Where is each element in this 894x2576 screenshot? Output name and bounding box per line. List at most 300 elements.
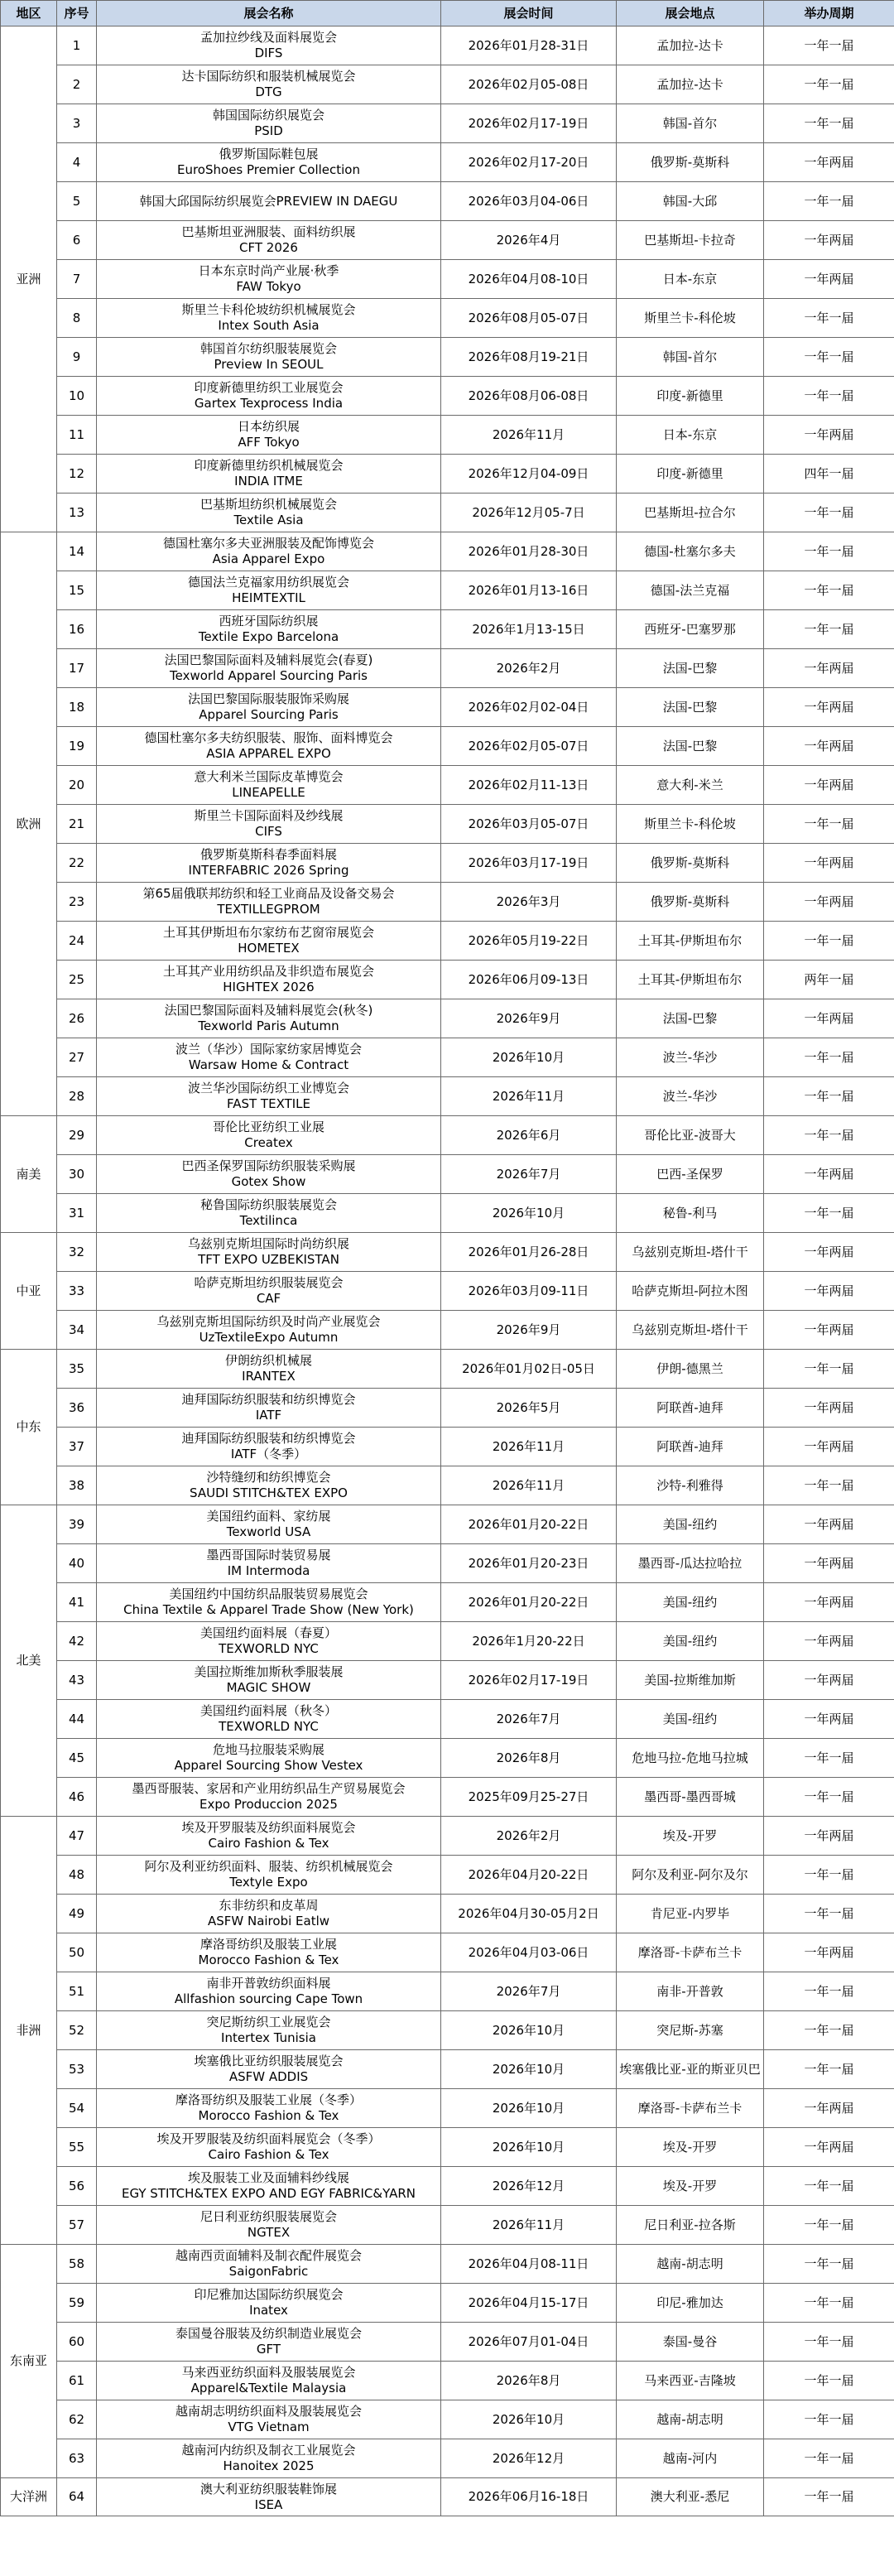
exhibition-cycle: 一年两届 [764,221,894,260]
exhibition-time: 2026年01月13-16日 [441,571,617,610]
exhibition-name-cn: 意大利米兰国际皮革博览会 [194,769,344,784]
exhibition-place: 泰国-曼谷 [617,2323,764,2362]
exhibition-name-cn: 孟加拉纱线及面料展览会 [199,30,337,45]
table-row [1,1622,894,1661]
exhibition-cycle: 一年一届 [764,610,894,649]
exhibition-name-cn: 波兰华沙国际纺织工业博览会 [187,1081,349,1095]
table-row [1,2245,894,2284]
exhibition-place: 危地马拉-危地马拉城 [617,1739,764,1778]
exhibition-time: 2026年11月 [441,1428,617,1466]
exhibition-cycle: 一年两届 [764,143,894,182]
exhibition-cycle: 一年两届 [764,1933,894,1972]
exhibition-cycle: 一年两届 [764,2128,894,2167]
exhibition-cycle: 一年一届 [764,1895,894,1933]
exhibition-name-en: Textile Asia [233,513,304,527]
exhibition-place: 土耳其-伊斯坦布尔 [617,961,764,999]
exhibition-name-en: Textilinca [239,1213,298,1228]
exhibition-place: 阿尔及利亚-阿尔及尔 [617,1856,764,1895]
exhibition-place: 巴基斯坦-拉合尔 [617,494,764,532]
row-number: 49 [57,1895,97,1933]
table-row [1,1544,894,1583]
exhibition-place: 土耳其-伊斯坦布尔 [617,922,764,961]
exhibition-place: 越南-河内 [617,2439,764,2478]
exhibition-name [97,65,441,104]
exhibition-name [97,2400,441,2439]
exhibition-name-cn: 美国纽约中国纺织品服装贸易展览会 [169,1587,368,1601]
exhibition-name-en: NGTEX [247,2225,291,2240]
exhibition-time: 2026年12月 [441,2439,617,2478]
exhibition-name-cn: 东非纺织和皮革周 [219,1898,319,1913]
exhibition-name-en: Allfashion sourcing Cape Town [174,1991,363,2006]
exhibition-name-en: Morocco Fashion & Tex [198,1952,339,1967]
exhibition-cycle: 一年两届 [764,727,894,766]
exhibition-cycle: 一年两届 [764,1700,894,1739]
table-row [1,455,894,494]
exhibition-time: 2026年01月28-31日 [441,26,617,65]
exhibition-time: 2026年9月 [441,1311,617,1350]
exhibition-name-cn: 摩洛哥纺织及服装工业展 [199,1937,337,1952]
exhibition-name-en: TEXTILLEGPROM [217,902,320,917]
exhibition-name [97,2050,441,2089]
exhibition-time: 2026年03月04-06日 [441,182,617,221]
exhibition-name-cn: 德国法兰克福家用纺织展览会 [187,575,349,590]
row-number: 61 [57,2362,97,2400]
exhibition-name [97,1700,441,1739]
exhibition-name-en: Hanoitex 2025 [223,2458,315,2473]
row-number: 27 [57,1038,97,1077]
exhibition-time: 2026年04月15-17日 [441,2284,617,2323]
table-row [1,299,894,338]
table-row [1,2128,894,2167]
exhibition-name-en: Apparel&Textile Malaysia [190,2381,347,2395]
exhibition-cycle: 一年一届 [764,2478,894,2516]
row-number: 25 [57,961,97,999]
exhibition-name-en: Cairo Fashion & Tex [208,2147,329,2162]
exhibition-name [97,26,441,65]
exhibition-name [97,1233,441,1272]
exhibition-place: 法国-巴黎 [617,727,764,766]
table-row [1,2050,894,2089]
exhibition-name-cn: 斯里兰卡科伦坡纺织机械展览会 [181,302,356,317]
row-number: 11 [57,416,97,455]
exhibition-name [97,649,441,688]
exhibition-time: 2026年08月19-21日 [441,338,617,377]
exhibition-name-en: IM Intermoda [227,1563,310,1578]
row-number: 2 [57,65,97,104]
exhibition-place: 美国-纽约 [617,1583,764,1622]
exhibition-name-en: CAF [256,1291,281,1306]
exhibition-time: 2026年2月 [441,1817,617,1856]
table-row [1,610,894,649]
row-number: 20 [57,766,97,805]
exhibition-name-cn: 埃塞俄比亚纺织服装展览会 [194,2054,344,2068]
exhibition-cycle: 一年一届 [764,1116,894,1155]
exhibition-place: 埃及-开罗 [617,2167,764,2206]
row-number: 57 [57,2206,97,2245]
exhibition-cycle: 一年一届 [764,2167,894,2206]
exhibition-place: 美国-纽约 [617,1622,764,1661]
exhibition-name [97,2128,441,2167]
exhibition-place: 韩国-大邱 [617,182,764,221]
exhibition-cycle: 一年两届 [764,416,894,455]
exhibition-name [97,2362,441,2400]
exhibition-name-cn: 法国巴黎国际面料及辅料展览会(秋冬) [164,1003,373,1018]
exhibition-name-en: Createx [244,1135,293,1150]
exhibition-name-cn: 埃及服装工业及面辅料纱线展 [187,2170,349,2185]
exhibition-name-cn: 巴基斯坦纺织机械展览会 [199,497,337,512]
exhibition-name [97,2478,441,2516]
row-number: 23 [57,883,97,922]
exhibition-name [97,883,441,922]
exhibition-name-cn: 巴西圣保罗国际纺织服装采购展 [181,1158,356,1173]
row-number: 58 [57,2245,97,2284]
exhibition-time: 2026年03月17-19日 [441,844,617,883]
exhibition-cycle: 一年一届 [764,377,894,416]
exhibition-name [97,1583,441,1622]
exhibition-name [97,1350,441,1389]
exhibition-place: 俄罗斯-莫斯科 [617,883,764,922]
exhibition-name-cn: 法国巴黎国际服装服饰采购展 [187,691,349,706]
exhibition-name-cn: 达卡国际纺织和服装机械展览会 [181,69,356,84]
exhibition-cycle: 一年两届 [764,1661,894,1700]
exhibition-place: 德国-杜塞尔多夫 [617,532,764,571]
exhibition-place: 巴西-圣保罗 [617,1155,764,1194]
exhibition-name-cn: 美国纽约面料展（春夏） [199,1625,337,1640]
table-row [1,1194,894,1233]
exhibition-name-en: SaigonFabric [228,2264,309,2279]
exhibition-time: 2026年04月30-05月2日 [441,1895,617,1933]
region-cell: 中东 [1,1350,57,1505]
exhibition-cycle: 四年一届 [764,455,894,494]
exhibition-name-cn: 阿尔及利亚纺织面料、服装、纺织机械展览会 [144,1859,393,1874]
exhibition-place: 乌兹别克斯坦-塔什干 [617,1233,764,1272]
exhibition-name-cn: 越南胡志明纺织面料及服装展览会 [175,2404,362,2419]
region-cell: 亚洲 [1,26,57,532]
exhibition-place: 韩国-首尔 [617,104,764,143]
exhibition-time: 2026年1月13-15日 [441,610,617,649]
exhibition-place: 马来西亚-吉隆坡 [617,2362,764,2400]
exhibition-time: 2026年5月 [441,1389,617,1428]
row-number: 21 [57,805,97,844]
row-number: 36 [57,1389,97,1428]
exhibition-name [97,260,441,299]
row-number: 19 [57,727,97,766]
exhibition-time: 2026年2月 [441,649,617,688]
exhibition-time: 2026年01月28-30日 [441,532,617,571]
row-number: 53 [57,2050,97,2089]
table-row [1,2011,894,2050]
exhibition-name-cn: 越南河内纺织及制衣工业展览会 [181,2443,356,2458]
exhibition-place: 俄罗斯-莫斯科 [617,143,764,182]
exhibition-name-en: HIGHTEX 2026 [223,980,315,994]
exhibition-time: 2026年9月 [441,999,617,1038]
exhibition-name [97,999,441,1038]
exhibition-cycle: 一年一届 [764,299,894,338]
exhibition-time: 2026年10月 [441,2089,617,2128]
table-row [1,416,894,455]
table-row [1,2478,894,2516]
table-row [1,1700,894,1739]
exhibition-time: 2026年06月09-13日 [441,961,617,999]
table-row [1,260,894,299]
row-number: 59 [57,2284,97,2323]
exhibition-name [97,1194,441,1233]
row-number: 51 [57,1972,97,2011]
table-row [1,1661,894,1700]
exhibition-place: 孟加拉-达卡 [617,65,764,104]
exhibition-name [97,1038,441,1077]
table-row [1,2400,894,2439]
table-row [1,26,894,65]
exhibition-place: 波兰-华沙 [617,1038,764,1077]
row-number: 16 [57,610,97,649]
exhibition-time: 2026年10月 [441,2011,617,2050]
exhibition-name [97,688,441,727]
exhibition-name-en: UzTextileExpo Autumn [199,1330,339,1345]
table-row [1,1856,894,1895]
table-row [1,65,894,104]
region-cell: 南美 [1,1116,57,1233]
exhibition-place: 墨西哥-瓜达拉哈拉 [617,1544,764,1583]
exhibition-name [97,2206,441,2245]
header-time: 展会时间 [441,1,617,26]
exhibition-time: 2026年01月20-22日 [441,1583,617,1622]
table-row [1,1311,894,1350]
exhibition-cycle: 一年一届 [764,2284,894,2323]
exhibition-cycle: 一年一届 [764,1778,894,1817]
exhibition-time: 2026年08月06-08日 [441,377,617,416]
exhibition-cycle: 一年一届 [764,2439,894,2478]
exhibition-time: 2026年12月04-09日 [441,455,617,494]
table-row [1,2167,894,2206]
exhibition-name-cn: 迪拜国际纺织服装和纺织博览会 [181,1431,356,1446]
exhibition-cycle: 一年两届 [764,883,894,922]
exhibition-time: 2026年1月20-22日 [441,1622,617,1661]
exhibition-name-en: Texworld USA [226,1524,311,1539]
table-row [1,338,894,377]
row-number: 18 [57,688,97,727]
table-row [1,766,894,805]
exhibition-name-en: IATF（冬季） [230,1447,307,1461]
exhibition-name [97,961,441,999]
row-number: 3 [57,104,97,143]
exhibition-cycle: 一年一届 [764,1194,894,1233]
row-number: 30 [57,1155,97,1194]
exhibition-time: 2026年06月16-18日 [441,2478,617,2516]
row-number: 56 [57,2167,97,2206]
exhibition-name-en: Inatex [249,2303,288,2318]
exhibition-place: 哥伦比亚-波哥大 [617,1116,764,1155]
exhibition-cycle: 一年两届 [764,260,894,299]
exhibition-name-en: TFT EXPO UZBEKISTAN [198,1252,339,1267]
exhibition-cycle: 一年一届 [764,2362,894,2400]
exhibition-name-cn: 印尼雅加达国际纺织展览会 [194,2287,344,2302]
header-place: 展会地点 [617,1,764,26]
exhibition-place: 韩国-首尔 [617,338,764,377]
exhibition-cycle: 一年两届 [764,766,894,805]
exhibition-name-cn: 美国纽约面料、家纺展 [206,1509,331,1524]
exhibition-name-cn: 伊朗纺织机械展 [224,1353,312,1368]
row-number: 31 [57,1194,97,1233]
exhibition-name [97,494,441,532]
exhibition-name-en: Textyle Expo [229,1875,308,1890]
exhibition-place: 巴基斯坦-卡拉奇 [617,221,764,260]
exhibition-time: 2026年11月 [441,1466,617,1505]
exhibition-name-en: SAUDI STITCH&TEX EXPO [190,1485,348,1500]
table-row [1,1077,894,1116]
exhibition-name-cn: 土耳其伊斯坦布尔家纺布艺窗帘展览会 [162,925,374,940]
exhibition-name-cn: 土耳其产业用纺织品及非织造布展览会 [162,964,374,979]
exhibition-place: 日本-东京 [617,416,764,455]
exhibition-place: 乌兹别克斯坦-塔什干 [617,1311,764,1350]
exhibition-place: 美国-纽约 [617,1505,764,1544]
exhibition-name [97,143,441,182]
region-cell: 非洲 [1,1817,57,2245]
table-row [1,649,894,688]
row-number: 54 [57,2089,97,2128]
exhibition-name-en: Asia Apparel Expo [212,551,325,566]
table-row [1,1233,894,1272]
exhibition-name-cn: 埃及开罗服装及纺织面料展览会（冬季） [156,2131,381,2146]
exhibition-time: 2026年08月05-07日 [441,299,617,338]
exhibition-place: 埃及-开罗 [617,2128,764,2167]
exhibition-name-en: Warsaw Home & Contract [188,1057,349,1072]
exhibition-time: 2026年02月17-20日 [441,143,617,182]
header-number: 序号 [57,1,97,26]
exhibition-name-en: CFT 2026 [239,240,298,255]
exhibition-name-en: TEXWORLD NYC [219,1641,319,1656]
exhibition-cycle: 一年一届 [764,805,894,844]
exhibition-name [97,805,441,844]
exhibition-name-en: Intex South Asia [218,318,320,333]
exhibition-time: 2026年11月 [441,1077,617,1116]
row-number: 12 [57,455,97,494]
exhibition-time: 2026年7月 [441,1972,617,2011]
exhibition-name-en: Textile Expo Barcelona [198,629,339,644]
exhibition-name-en: Expo Produccion 2025 [199,1797,338,1812]
exhibition-cycle: 一年一届 [764,182,894,221]
exhibition-time: 2026年01月20-23日 [441,1544,617,1583]
exhibition-name [97,1933,441,1972]
table-row [1,182,894,221]
exhibition-time: 2026年02月17-19日 [441,1661,617,1700]
exhibition-name [97,2284,441,2323]
exhibition-name-cn: 摩洛哥纺织及服装工业展（冬季） [175,2092,362,2107]
table-row [1,1739,894,1778]
exhibition-name [97,338,441,377]
exhibition-time: 2026年02月02-04日 [441,688,617,727]
table-row [1,727,894,766]
exhibition-name [97,1739,441,1778]
exhibition-name-cn: 尼日利亚纺织服装展览会 [199,2209,337,2224]
exhibition-cycle: 两年一届 [764,961,894,999]
exhibition-name-cn: 泰国曼谷服装及纺织制造业展览会 [175,2326,362,2341]
exhibition-name [97,377,441,416]
exhibition-name [97,2089,441,2128]
exhibition-name-cn: 乌兹别克斯坦国际纺织及时尚产业展览会 [156,1314,381,1329]
table-row [1,1972,894,2011]
exhibition-place: 突尼斯-苏塞 [617,2011,764,2050]
table-row [1,2362,894,2400]
exhibition-name-en: ASIA APPAREL EXPO [206,746,331,761]
row-number: 32 [57,1233,97,1272]
exhibition-name-en: HEIMTEXTIL [232,590,305,605]
exhibition-name-en: Apparel Sourcing Show Vestex [174,1758,363,1773]
exhibition-time: 2026年10月 [441,1194,617,1233]
exhibition-place: 西班牙-巴塞罗那 [617,610,764,649]
table-row [1,221,894,260]
row-number: 44 [57,1700,97,1739]
table-row [1,922,894,961]
exhibition-name-cn: 美国纽约面料展（秋冬） [199,1703,337,1718]
exhibition-name-en: Texworld Paris Autumn [198,1018,339,1033]
exhibition-name-en: Intertex Tunisia [221,2030,316,2045]
row-number: 63 [57,2439,97,2478]
region-cell: 中亚 [1,1233,57,1350]
exhibition-name-en: IRANTEX [242,1369,296,1384]
exhibition-name [97,766,441,805]
exhibition-name-en: ASFW Nairobi Eatlw [207,1914,330,1928]
exhibition-place: 摩洛哥-卡萨布兰卡 [617,2089,764,2128]
table-row [1,1505,894,1544]
exhibition-place: 日本-东京 [617,260,764,299]
exhibition-cycle: 一年一届 [764,1856,894,1895]
exhibition-place: 波兰-华沙 [617,1077,764,1116]
exhibition-name [97,299,441,338]
exhibition-time: 2026年04月08-10日 [441,260,617,299]
exhibition-name-en: TEXWORLD NYC [219,1719,319,1734]
exhibition-name-en: Gotex Show [231,1174,306,1189]
exhibition-name-cn: 南非开普敦纺织面料展 [206,1976,331,1991]
exhibition-cycle: 一年一届 [764,1350,894,1389]
exhibition-name-cn: 韩国大邱国际纺织展览会PREVIEW IN DAEGU [139,193,398,209]
row-number: 28 [57,1077,97,1116]
exhibition-name [97,1544,441,1583]
exhibition-name-en: Preview In SEOUL [214,357,324,372]
exhibition-name-en: AFF Tokyo [238,435,300,450]
exhibition-name-cn: 越南西贡面辅料及制衣配件展览会 [175,2248,362,2263]
row-number: 9 [57,338,97,377]
exhibition-name-en: GFT [256,2342,281,2357]
exhibition-place: 阿联酋-迪拜 [617,1389,764,1428]
exhibition-name [97,1895,441,1933]
row-number: 48 [57,1856,97,1895]
header-region: 地区 [1,1,57,26]
exhibition-cycle: 一年一届 [764,1739,894,1778]
exhibition-name-cn: 斯里兰卡国际面料及纱线展 [194,808,344,823]
exhibition-time: 2026年01月02日-05日 [441,1350,617,1389]
exhibition-place: 澳大利亚-悉尼 [617,2478,764,2516]
exhibition-name-en: CIFS [255,824,282,839]
exhibition-name [97,922,441,961]
table-row [1,2439,894,2478]
region-cell: 东南亚 [1,2245,57,2478]
exhibition-time: 2026年8月 [441,2362,617,2400]
exhibition-place: 伊朗-德黑兰 [617,1350,764,1389]
exhibition-cycle: 一年一届 [764,1038,894,1077]
exhibition-name [97,104,441,143]
exhibition-place: 尼日利亚-拉各斯 [617,2206,764,2245]
exhibition-cycle: 一年一届 [764,532,894,571]
exhibition-name-en: ISEA [254,2497,283,2512]
exhibition-name-cn: 突尼斯纺织工业展览会 [206,2015,331,2030]
exhibition-time: 2026年12月 [441,2167,617,2206]
exhibition-cycle: 一年两届 [764,1428,894,1466]
exhibition-name-en: EuroShoes Premier Collection [176,162,360,177]
exhibition-name [97,1311,441,1350]
exhibition-cycle: 一年一届 [764,2323,894,2362]
exhibition-time: 2026年01月20-22日 [441,1505,617,1544]
